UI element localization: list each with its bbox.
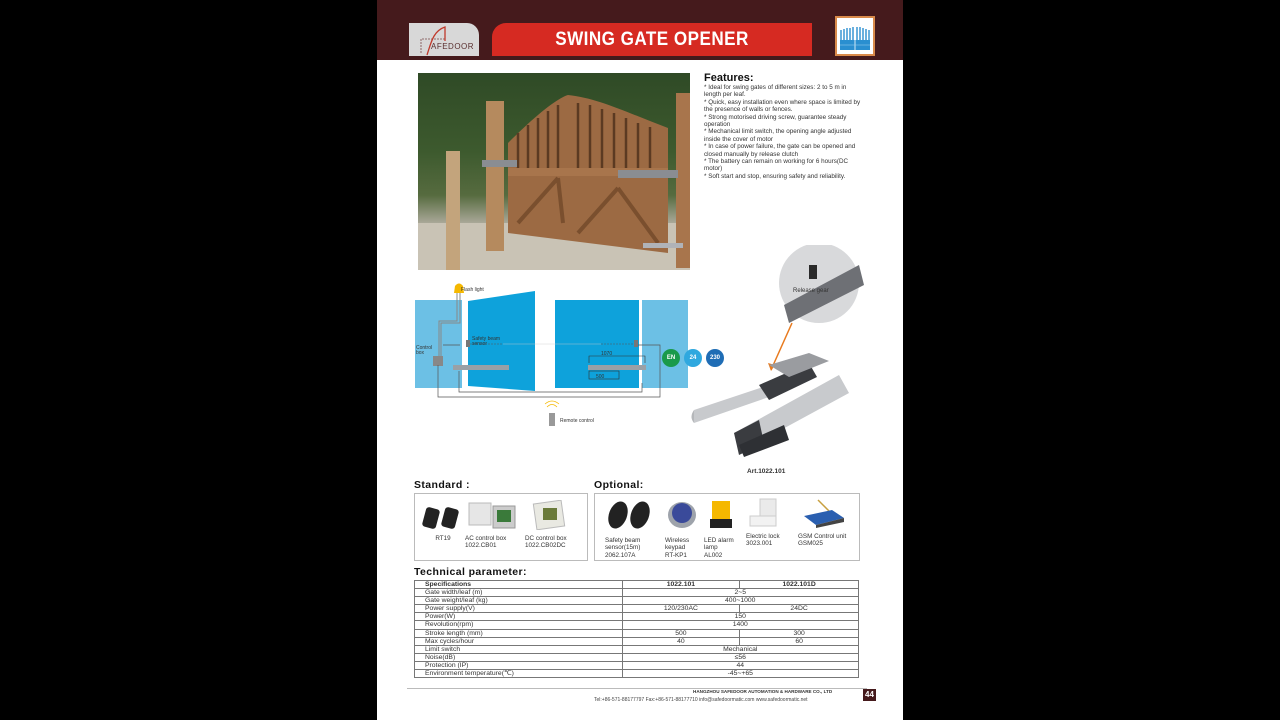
spec-label: Power(W) [415,613,623,621]
spec-label: Max cycles/hour [415,637,623,645]
spec-value: 300 [740,629,859,637]
table-row [415,613,859,621]
header-cell: 1022.101D [740,581,859,589]
accessory-led-alarm-lamp [704,498,742,559]
spec-value: 120/230AC [622,605,740,613]
accessory-label: LED alarm [704,537,734,544]
accessory-label: DC control box [525,535,567,542]
features-section [704,72,864,180]
table-row [415,653,859,661]
features-heading: Features: [704,72,754,84]
accessory-label: Safety beam [605,537,641,544]
flash-light-label: Flash light [461,287,484,293]
accessory-code: 1022.CB02DC [525,542,566,550]
spec-value: 150 [622,613,858,621]
gate-photo [418,73,690,270]
table-row [415,637,859,645]
feature-item: * The battery can remain on working for 6 hours(DC motor) [704,158,849,173]
header-cell: Specifications [415,581,623,589]
spec-label: Gate weight/leaf (kg) [415,597,623,605]
accessory-label: GSM Control unit [798,533,847,540]
spec-value: 24DC [740,605,859,613]
optional-heading: Optional: [594,479,644,491]
en-certification-badge: EN [662,349,680,367]
accessory-label: keypad [665,544,686,552]
spec-value: 500 [622,629,740,637]
dimension-long: 1070 [601,351,613,357]
control-box-label: Control box [416,345,433,356]
table-row [415,589,859,597]
logo-text: AFEDOOR [431,42,475,51]
accessory-safety-beam [605,498,663,559]
dimension-short: 500 [596,374,605,380]
spec-label: Protection (IP) [415,661,623,669]
feature-item: * Mechanical limit switch, the opening angle adjusted inside the cover of motor [704,128,852,143]
accessory-gsm-control-unit [798,498,858,548]
page-header [377,0,903,60]
feature-item: * Strong motorised driving screw, guarantee steady operation [704,113,847,129]
table-row [415,645,859,653]
footer-contact: Tel:+86-571-88177797 Fax:+86-571-88177710 info@safedoormatic.com www.safedoormatic.net [594,697,808,703]
accessory-label: Wireless [665,537,690,544]
accessory-code: RT-KP1 [665,551,687,559]
accessory-label: Electric lock [746,533,780,540]
spec-value: Mechanical [622,645,858,653]
technical-heading: Technical parameter: [414,566,527,578]
accessory-label: lamp [704,544,718,552]
product-image [666,245,869,475]
table-row [415,621,859,629]
feature-item: * In case of power failure, the gate can be opened and closed manually by release clutch [704,143,856,158]
24v-badge: 24 [684,349,702,367]
page-number: 44 [863,689,876,701]
installation-diagram [413,283,695,433]
accessory-label: sensor(15m) [605,544,641,552]
remote-control-label: Remote control [560,418,594,424]
table-row [415,629,859,637]
spec-value: 400~1000 [622,597,858,605]
table-row [415,597,859,605]
safedoor-logo [409,23,479,56]
accessory-electric-lock [746,498,790,548]
accessory-code: AL002 [704,551,723,559]
spec-value: ≤56 [622,653,858,661]
optional-accessories-box [594,493,860,561]
safety-beam-label: Safety beam sensor [472,336,501,347]
page-title: SWING GATE OPENER [555,29,749,50]
feature-item: * Ideal for swing gates of different sizes: 2 to 5 m in length per leaf. [704,84,847,99]
accessory-code: 3023.001 [746,540,773,548]
spec-value: 1400 [622,621,858,629]
accessory-code: 1022.CB01 [465,542,497,550]
230v-badge: 230 [706,349,724,367]
table-header-row [415,581,859,589]
accessory-code: 2062.107A [605,551,636,559]
spec-value: 2~5 [622,589,858,597]
spec-label: Power supply(V) [415,605,623,613]
footer-company: HANGZHOU SAFEDOOR AUTOMATION & HARDWARE CO., LTD [693,689,833,694]
standard-heading: Standard : [414,479,470,491]
technical-spec-table [414,580,859,678]
accessory-rt19 [421,500,465,542]
standard-accessories-box [414,493,588,561]
release-gear-label: Release gear [793,288,829,294]
spec-label: Revolution(rpm) [415,621,623,629]
table-row [415,605,859,613]
spec-value: 44 [622,661,858,669]
accessory-wireless-keypad [665,498,701,559]
spec-value: 40 [622,637,740,645]
swing-gate-icon [835,16,875,56]
article-number: Art.1022.101 [747,468,786,475]
feature-item: * Quick, easy installation even where space is limited by the presence of walls or fences. [704,98,861,114]
spec-label: Stroke length (mm) [415,629,623,637]
spec-value: -45~+65 [622,670,858,678]
spec-label: Limit switch [415,645,623,653]
spec-label: Gate width/leaf (m) [415,589,623,597]
catalog-page [377,0,903,720]
feature-item: * Soft start and stop, ensuring safety and reliability. [704,172,846,180]
spec-label: Environment temperature(℃) [415,670,623,678]
spec-value: 60 [740,637,859,645]
table-row [415,670,859,678]
accessory-label: AC control box [465,535,507,542]
accessory-dc-control-box [525,500,583,550]
table-row [415,661,859,669]
title-banner [492,23,812,56]
accessory-label: RT19 [435,535,451,542]
header-cell: 1022.101 [622,581,740,589]
spec-label: Noise(dB) [415,653,623,661]
accessory-code: GSM025 [798,540,823,548]
accessory-ac-control-box [465,500,520,550]
